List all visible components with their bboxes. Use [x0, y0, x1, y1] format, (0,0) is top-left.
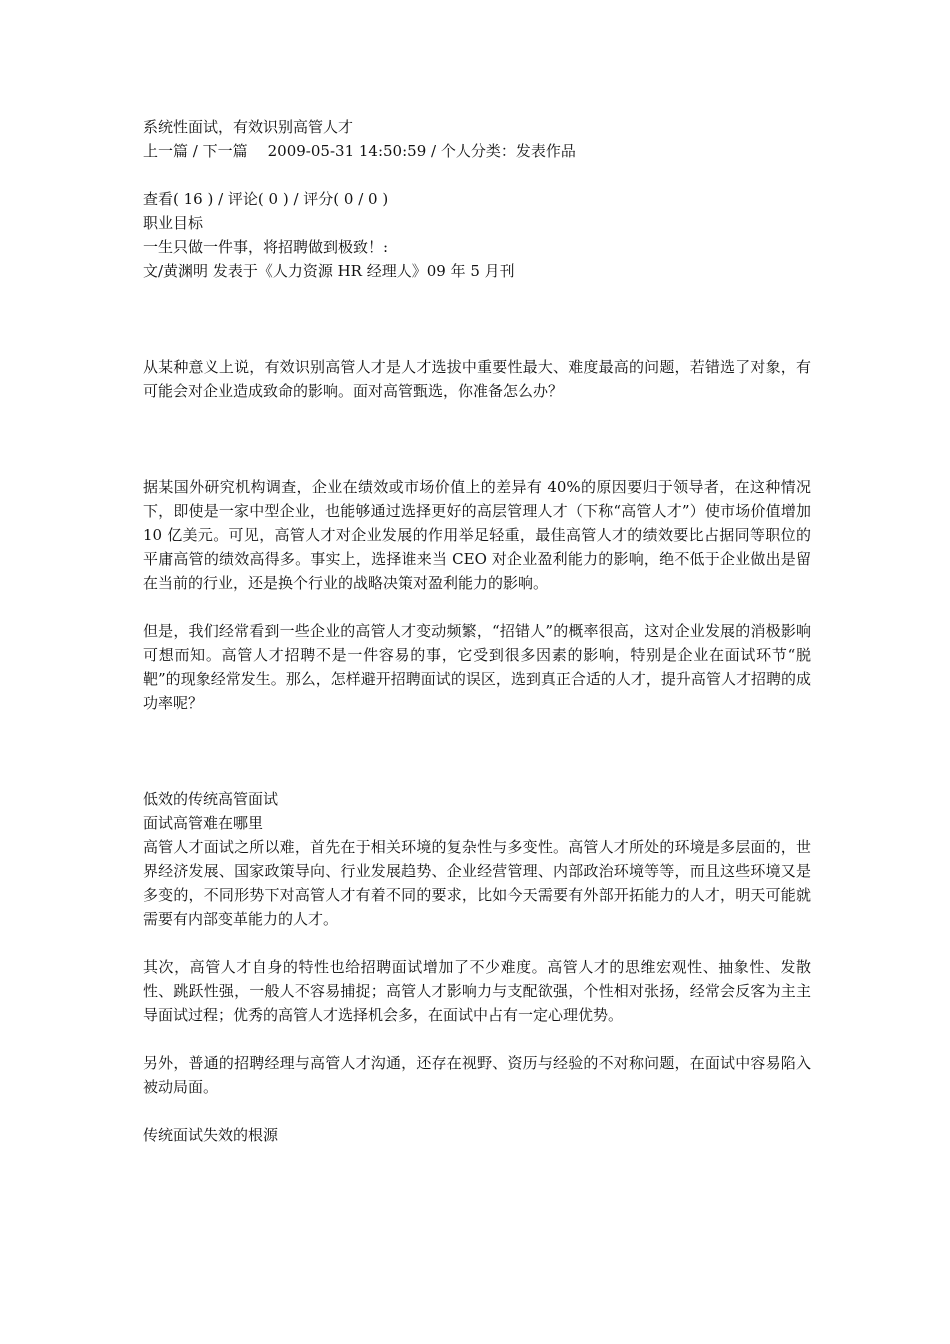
byline: 文/黄渊明 发表于《人力资源 HR 经理人》09 年 5 月刊 — [143, 262, 515, 280]
spacer — [143, 715, 811, 787]
section-subtitle-2: 传统面试失效的根源 — [143, 1126, 279, 1144]
spacer — [143, 1099, 811, 1123]
section-title: 低效的传统高管面试 — [143, 790, 279, 808]
spacer — [143, 403, 811, 475]
body-paragraph-5: 另外，普通的招聘经理与高管人才沟通，还存在视野、资历与经验的不对称问题，在面试中容易陷入被动局面。 — [143, 1054, 811, 1096]
rating-count: 评分( 0 / 0 ) — [303, 190, 389, 208]
body-paragraph-1: 据某国外研究机构调查，企业在绩效或市场价值上的差异有 40%的原因要归于领导者，在这种情况下，即使是一家中型企业，也能够通过选择更好的高层管理人才（下称“高管人才”）使市场价值增加 10 亿美元。可见，高管人才对企业发展的作用举足轻重，最佳高管人才的绩效要比占据同等职位的平庸高管的绩效高得多。事实上，选择谁来当 CEO 对企业盈利能力的影响，绝不低于企业做出是留在当前的行业，还是换个行业的战略决策对盈利能力的影响。 — [143, 478, 811, 592]
spacer — [143, 1027, 811, 1051]
views-count: 查看( 16 ) / — [143, 190, 228, 208]
career-goal-heading: 职业目标 — [143, 214, 204, 232]
spacer — [143, 931, 811, 955]
motto: 一生只做一件事，将招聘做到极致！: — [143, 238, 389, 256]
article-nav-line — [143, 139, 811, 163]
prev-post-link[interactable]: 上一篇 — [143, 142, 189, 160]
post-datetime-category: 2009-05-31 14:50:59 / 个人分类：发表作品 — [267, 142, 576, 160]
body-paragraph-2: 但是，我们经常看到一些企业的高管人才变动频繁，“招错人”的概率很高，这对企业发展的消极影响可想而知。高管人才招聘不是一件容易的事，它受到很多因素的影响，特别是企业在面试环节“脱靶”的现象经常发生。那么，怎样避开招聘面试的误区，选到真正合适的人才，提升高管人才招聘的成功率呢？ — [143, 622, 811, 712]
nav-separator: / — [188, 142, 203, 160]
intro-paragraph: 从某种意义上说，有效识别高管人才是人才选拔中重要性最大、难度最高的问题，若错选了对象，有可能会对企业造成致命的影响。面对高管甄选，你准备怎么办？ — [143, 358, 811, 400]
spacer — [143, 163, 811, 187]
article-stats — [143, 187, 811, 211]
body-paragraph-3: 高管人才面试之所以难，首先在于相关环境的复杂性与多变性。高管人才所处的环境是多层面的，世界经济发展、国家政策导向、行业发展趋势、企业经营管理、内部政治环境等等，而且这些环境又是多变的，不同形势下对高管人才有着不同的要求，比如今天需要有外部开拓能力的人才，明天可能就需要有内部变革能力的人才。 — [143, 838, 811, 928]
comments-count: 评论( 0 ) / — [227, 190, 304, 208]
section-subtitle: 面试高管难在哪里 — [143, 814, 264, 832]
spacer — [143, 595, 811, 619]
spacer — [143, 283, 811, 355]
article-content — [143, 115, 811, 1147]
body-paragraph-4: 其次，高管人才自身的特性也给招聘面试增加了不少难度。高管人才的思维宏观性、抽象性、发散性、跳跃性强，一般人不容易捕捉；高管人才影响力与支配欲强，个性相对张扬，经常会反客为主主导面试过程；优秀的高管人才选择机会多，在面试中占有一定心理优势。 — [143, 958, 811, 1024]
article-title: 系统性面试，有效识别高管人才 — [143, 118, 354, 136]
next-post-link[interactable]: 下一篇 — [202, 142, 248, 160]
